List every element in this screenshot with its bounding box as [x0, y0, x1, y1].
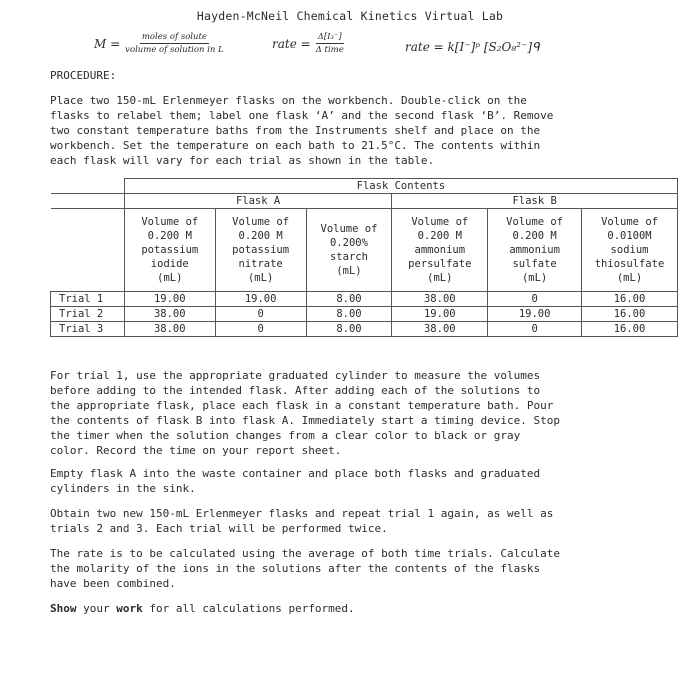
show-work-line — [50, 601, 630, 616]
flask-a-header: Flask A — [124, 194, 392, 209]
column-header: Volume of 0.200 M ammonium persulfate (mL) — [392, 209, 488, 292]
table-cell: 0 — [488, 292, 582, 307]
page-title: Hayden-McNeil Chemical Kinetics Virtual Lab — [196, 9, 504, 23]
rate-law-formula: rate = k[I⁻]ᵖ [S₂O₈²⁻]ᑫ — [405, 40, 540, 54]
column-header: Volume of 0.0100M sodium thiosulfate (mL) — [582, 209, 678, 292]
table-cell: 38.00 — [124, 307, 215, 322]
table-row — [51, 307, 678, 322]
column-header: Volume of 0.200% starch (mL) — [306, 209, 392, 292]
molarity-formula — [94, 32, 224, 55]
formulas — [0, 32, 700, 62]
rate-definition-formula — [272, 32, 344, 55]
table-cell: 38.00 — [392, 292, 488, 307]
row-label: Trial 2 — [51, 307, 125, 322]
table-cell: 0 — [215, 322, 306, 337]
table-row — [51, 292, 678, 307]
rate-def-fraction — [316, 32, 344, 55]
show-text-b: for all calculations performed. — [142, 602, 355, 615]
column-header: Volume of 0.200 M ammonium sulfate (mL) — [488, 209, 582, 292]
molarity-lhs: M = — [94, 36, 121, 51]
molarity-numerator: moles of solute — [141, 32, 207, 42]
rate-def-denominator: Δ time — [315, 45, 344, 55]
table-cell: 16.00 — [582, 307, 678, 322]
rate-def-lhs: rate = — [272, 36, 311, 51]
table-cell: 38.00 — [124, 322, 215, 337]
table-cell: 19.00 — [392, 307, 488, 322]
work-word: work — [116, 602, 143, 615]
table-cell: 19.00 — [488, 307, 582, 322]
table-cell: 8.00 — [306, 322, 392, 337]
table-corner — [51, 209, 125, 292]
table-corner — [51, 194, 125, 209]
table-row — [51, 322, 678, 337]
show-text-a: your — [76, 602, 117, 615]
row-label: Trial 3 — [51, 322, 125, 337]
table-cell: 38.00 — [392, 322, 488, 337]
molarity-fraction — [125, 32, 224, 55]
column-header: Volume of 0.200 M potassium nitrate (mL) — [215, 209, 306, 292]
table-cell: 19.00 — [124, 292, 215, 307]
flask-b-header: Flask B — [392, 194, 678, 209]
rate-calculation-paragraph: The rate is to be calculated using the average of both time trials. Calculate the molarity of the ions in the solutions after the contents of the flasks have been combined. — [50, 547, 560, 590]
flask-contents-header: Flask Contents — [124, 179, 677, 194]
empty-flask-paragraph: Empty flask A into the waste container and place both flasks and graduated cylinders in the sink. — [50, 467, 541, 495]
table-cell: 8.00 — [306, 292, 392, 307]
table-cell: 19.00 — [215, 292, 306, 307]
procedure-heading: PROCEDURE: — [50, 69, 117, 82]
repeat-trials-paragraph: Obtain two new 150-mL Erlenmeyer flasks and repeat trial 1 again, as well as trials 2 and 3. Each trial will be performed twice. — [50, 507, 554, 535]
table-cell: 0 — [215, 307, 306, 322]
trial1-paragraph: For trial 1, use the appropriate graduated cylinder to measure the volumes before adding to the intended flask. After adding each of the solutions to the appropriate flask, place each flask in a constant temperature bath. Pour the contents of flask B into flask A. Immediately start a timing device. Stop the timer when the solution changes from a clear color to black or gray color. Record the time on your report sheet. — [50, 369, 560, 457]
table-cell: 16.00 — [582, 322, 678, 337]
intro-paragraph: Place two 150-mL Erlenmeyer flasks on the workbench. Double-click on the flasks to relabel them; label one flask ‘A’ and the second flask ‘B’. Remove two constant temperature baths from the Instruments shelf and place on the workbench. Set the temperature on each bath to 21.5°C. The contents within each flask will vary for each trial as shown in the table. — [50, 94, 554, 167]
table-cell: 8.00 — [306, 307, 392, 322]
table-cell: 16.00 — [582, 292, 678, 307]
row-label: Trial 1 — [51, 292, 125, 307]
column-header: Volume of 0.200 M potassium iodide (mL) — [124, 209, 215, 292]
rate-def-numerator: Δ[I₃⁻] — [317, 32, 342, 42]
table-corner — [51, 179, 125, 194]
flask-contents-table — [50, 178, 678, 337]
molarity-denominator: volume of solution in L — [125, 45, 224, 55]
table-cell: 0 — [488, 322, 582, 337]
show-word: Show — [50, 602, 77, 615]
